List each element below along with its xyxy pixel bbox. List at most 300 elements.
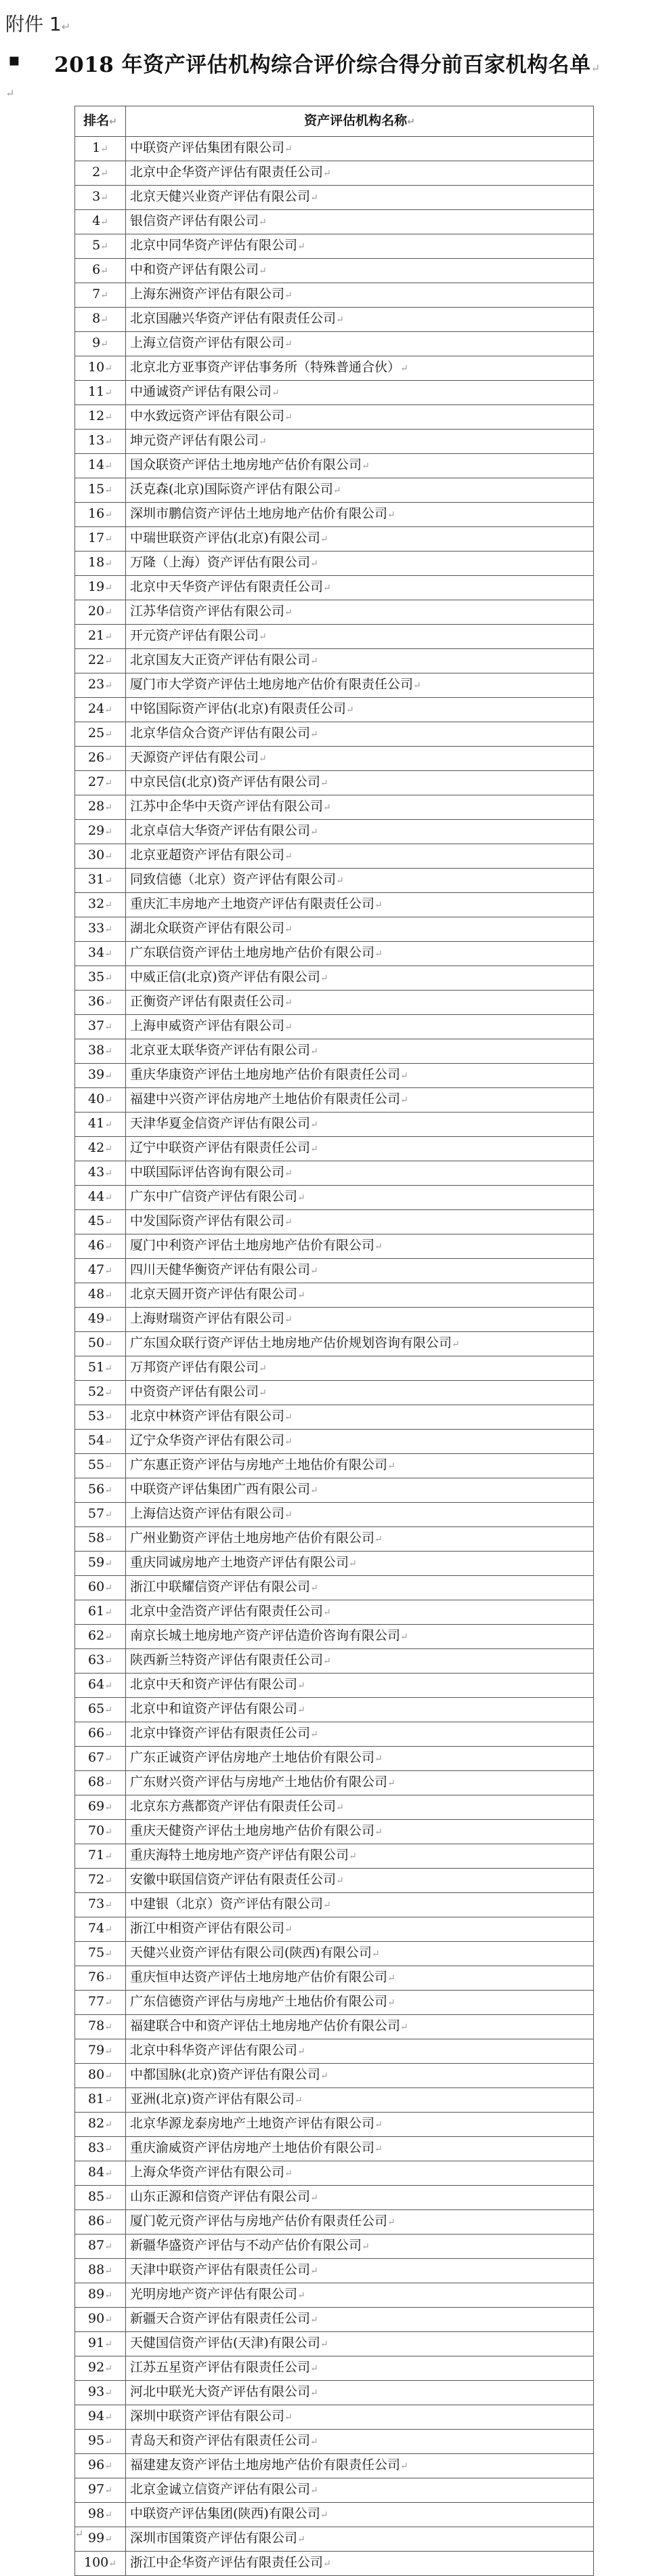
paragraph-mark: ↵ (259, 631, 267, 642)
table-row (75, 1527, 594, 1552)
paragraph-mark: ↵ (104, 778, 112, 789)
rank-cell: 19↵ (75, 576, 126, 600)
table-row (75, 1113, 594, 1137)
paragraph-mark: ↵ (104, 851, 112, 862)
table-row (75, 1259, 594, 1283)
paragraph-mark: ↵ (100, 192, 108, 203)
rank-cell: 7↵ (75, 283, 126, 308)
table-row (75, 1308, 594, 1332)
paragraph-mark: ↵ (320, 2339, 328, 2350)
paragraph-mark: ↵ (387, 1461, 395, 1472)
rank-cell: 12↵ (75, 405, 126, 430)
paragraph-mark: ↵ (108, 2558, 116, 2569)
rank-cell: 87↵ (75, 2235, 126, 2259)
paragraph-mark: ↵ (104, 2461, 112, 2472)
rank-cell: 20↵ (75, 600, 126, 625)
paragraph-mark: ↵ (284, 1924, 293, 1935)
table-row (75, 2356, 594, 2381)
paragraph-mark: ↵ (297, 1290, 305, 1301)
table-row (75, 1917, 594, 1942)
org-name-cell: 广东国众联行资产评估土地房地产估价规划咨询有限公司↵ (126, 1332, 594, 1356)
table-row (75, 991, 594, 1015)
paragraph-mark: ↵ (284, 1022, 293, 1033)
paragraph-mark: ↵ (272, 388, 280, 398)
rank-cell: 53↵ (75, 1405, 126, 1430)
paragraph-mark: ↵ (100, 266, 108, 276)
org-name-cell: 天津中联资产评估有限责任公司↵ (126, 2259, 594, 2283)
paragraph-mark: ↵ (284, 851, 293, 862)
paragraph-mark: ↵ (104, 1851, 112, 1862)
table-row (75, 1454, 594, 1478)
org-name-cell: 中发国际资产评估有限公司↵ (126, 1210, 594, 1234)
paragraph-mark: ↵ (104, 631, 112, 642)
table-row (75, 503, 594, 527)
rank-cell: 99↵ (75, 2527, 126, 2552)
org-name-cell: 中通诚资产评估有限公司↵ (126, 381, 594, 405)
paragraph-mark: ↵ (100, 241, 108, 252)
paragraph-mark: ↵ (104, 363, 112, 374)
paragraph-mark: ↵ (100, 339, 108, 350)
paragraph-mark: ↵ (284, 1510, 293, 1520)
paragraph-mark: ↵ (259, 217, 267, 228)
paragraph-mark: ↵ (104, 705, 112, 715)
header-rank: 排名↵ (75, 106, 126, 137)
rank-cell: 49↵ (75, 1308, 126, 1332)
org-name-cell: 沃克森(北京)国际资产评估有限公司↵ (126, 478, 594, 503)
paragraph-mark: ↵ (104, 949, 112, 959)
paragraph-mark: ↵ (400, 363, 408, 374)
table-row (75, 1283, 594, 1308)
rank-cell: 38↵ (75, 1039, 126, 1064)
paragraph-mark: ↵ (104, 1119, 112, 1130)
paragraph-mark: ↵ (104, 1680, 112, 1691)
table-row (75, 283, 594, 308)
paragraph-mark: ↵ (100, 217, 108, 228)
rank-cell: 18↵ (75, 552, 126, 576)
table-row (75, 893, 594, 917)
rank-cell: 27↵ (75, 771, 126, 795)
paragraph-mark: ↵ (104, 1656, 112, 1667)
rank-cell: 66↵ (75, 1722, 126, 1747)
paragraph-mark: ↵ (297, 2290, 305, 2301)
paragraph-mark: ↵ (104, 1973, 112, 1984)
paragraph-mark: ↵ (104, 2534, 112, 2545)
rank-cell: 5↵ (75, 234, 126, 259)
org-name-cell: 重庆华康资产评估土地房地产估价有限责任公司↵ (126, 1064, 594, 1088)
org-name-cell: 北京卓信大华资产评估有限公司↵ (126, 820, 594, 844)
table-row (75, 917, 594, 942)
title-row (5, 47, 662, 80)
paragraph-mark: ↵ (284, 144, 293, 154)
paragraph-mark: ↵ (400, 1632, 408, 1642)
org-name-cell: 江苏中企华中天资产评估有限公司↵ (126, 795, 594, 820)
rank-cell: 43↵ (75, 1161, 126, 1186)
paragraph-mark: ↵ (104, 534, 112, 545)
rank-cell: 80↵ (75, 2064, 126, 2088)
table-row (75, 2210, 594, 2235)
paragraph-mark: ↵ (320, 973, 328, 984)
table-row (75, 1600, 594, 1625)
org-name-cell: 北京中企华资产评估有限责任公司↵ (126, 161, 594, 186)
table-row (75, 552, 594, 576)
org-name-cell: 浙江中企华资产评估有限责任公司↵ (126, 2552, 594, 2576)
org-name-cell: 中联资产评估集团有限公司↵ (126, 137, 594, 161)
paragraph-mark: ↵ (104, 2046, 112, 2057)
paragraph-mark: ↵ (297, 2534, 305, 2545)
org-name-cell: 北京中天和资产评估有限公司↵ (126, 1674, 594, 1698)
rank-cell: 58↵ (75, 1527, 126, 1552)
org-name-cell: 江苏华信资产评估有限公司↵ (126, 600, 594, 625)
table-row (75, 2113, 594, 2137)
paragraph-mark: ↵ (284, 1412, 293, 1423)
org-name-cell: 浙江中联耀信资产评估有限公司↵ (126, 1576, 594, 1600)
rank-cell: 3↵ (75, 186, 126, 210)
paragraph-mark: ↵ (310, 2193, 318, 2203)
table-row (75, 1722, 594, 1747)
rank-cell: 100↵ (75, 2552, 126, 2576)
paragraph-mark: ↵ (310, 827, 318, 837)
paragraph-mark: ↵ (104, 997, 112, 1008)
rank-cell: 73↵ (75, 1893, 126, 1917)
rank-cell: 44↵ (75, 1186, 126, 1210)
org-name-cell: 国众联资产评估土地房地产估价有限公司↵ (126, 454, 594, 478)
org-name-cell: 上海众华资产评估有限公司↵ (126, 2161, 594, 2186)
paragraph-mark: ↵ (297, 1680, 305, 1691)
rank-cell: 41↵ (75, 1113, 126, 1137)
paragraph-mark: ↵ (104, 1485, 112, 1496)
rank-cell: 57↵ (75, 1503, 126, 1527)
paragraph-mark: ↵ (104, 1900, 112, 1911)
rank-cell: 42↵ (75, 1137, 126, 1161)
org-name-cell: 北京华信众合资产评估有限公司↵ (126, 722, 594, 747)
rank-cell: 2↵ (75, 161, 126, 186)
paragraph-mark: ↵ (310, 2314, 318, 2325)
paragraph-mark: ↵ (100, 144, 108, 154)
paragraph-mark: ↵ (371, 1949, 380, 1959)
rank-cell: 30↵ (75, 844, 126, 869)
paragraph-mark: ↵ (104, 1266, 112, 1276)
table-row (75, 1795, 594, 1820)
org-name-cell: 安徽中联国信资产评估有限责任公司↵ (126, 1869, 594, 1893)
paragraph-mark: ↵ (104, 1729, 112, 1740)
rank-cell: 71↵ (75, 1844, 126, 1869)
paragraph-mark: ↵ (374, 1241, 383, 1252)
table-row (75, 2478, 594, 2503)
paragraph-mark: ↵ (104, 2095, 112, 2106)
rank-cell: 21↵ (75, 625, 126, 649)
paragraph-mark: ↵ (104, 2241, 112, 2252)
paragraph-mark: ↵ (104, 729, 112, 740)
org-name-cell: 深圳中联资产评估有限公司↵ (126, 2405, 594, 2430)
rank-cell: 4↵ (75, 210, 126, 234)
paragraph-mark: ↵ (310, 2363, 318, 2374)
org-name-cell: 厦门中利资产评估土地房地产估价有限公司↵ (126, 1234, 594, 1259)
rank-cell: 51↵ (75, 1356, 126, 1381)
rank-cell: 52↵ (75, 1381, 126, 1405)
rank-cell: 33↵ (75, 917, 126, 942)
table-row (75, 381, 594, 405)
table-row (75, 405, 594, 430)
paragraph-mark: ↵ (104, 1875, 112, 1886)
org-name-cell: 中铭国际资产评估(北京)有限责任公司↵ (126, 698, 594, 722)
org-name-cell: 四川天健华衡资产评估有限公司↵ (126, 1259, 594, 1283)
paragraph-mark: ↵ (387, 1778, 395, 1789)
rank-cell: 68↵ (75, 1771, 126, 1795)
rank-cell: 79↵ (75, 2039, 126, 2064)
rank-cell: 47↵ (75, 1259, 126, 1283)
paragraph-mark: ↵ (310, 1046, 318, 1057)
table-row (75, 2161, 594, 2186)
rank-cell: 94↵ (75, 2405, 126, 2430)
table-row (75, 527, 594, 552)
paragraph-mark: ↵ (374, 2144, 383, 2155)
rank-cell: 31↵ (75, 869, 126, 893)
org-name-cell: 中资资产评估有限公司↵ (126, 1381, 594, 1405)
rank-cell: 93↵ (75, 2381, 126, 2405)
org-name-cell: 浙江中相资产评估有限公司↵ (126, 1917, 594, 1942)
paragraph-mark: ↵ (259, 1363, 267, 1374)
paragraph-mark: ↵ (104, 2266, 112, 2277)
paragraph-mark: ↵ (323, 802, 331, 813)
paragraph-mark: ↵ (104, 1363, 112, 1374)
rank-cell: 14↵ (75, 454, 126, 478)
table-row (75, 2430, 594, 2454)
paragraph-mark: ↵ (413, 680, 421, 691)
rank-cell: 10↵ (75, 356, 126, 381)
org-name-cell: 亚洲(北京)资产评估有限公司↵ (126, 2088, 594, 2113)
table-row (75, 576, 594, 600)
table-row (75, 1234, 594, 1259)
table-row (75, 1747, 594, 1771)
paragraph-mark: ↵ (284, 607, 293, 618)
rank-cell: 91↵ (75, 2332, 126, 2356)
paragraph-mark: ↵ (104, 827, 112, 837)
table-row (75, 1332, 594, 1356)
rank-cell: 89↵ (75, 2283, 126, 2308)
table-row (75, 137, 594, 161)
table-row (75, 673, 594, 698)
table-row (75, 1771, 594, 1795)
paragraph-mark: ↵ (104, 2193, 112, 2203)
table-row (75, 844, 594, 869)
paragraph-mark: ↵ (400, 1071, 408, 1081)
table-row (75, 356, 594, 381)
paragraph-mark: ↵ (284, 1168, 293, 1179)
paragraph-mark: ↵ (310, 1729, 318, 1740)
table-row (75, 2332, 594, 2356)
paragraph-mark: ↵ (320, 2510, 328, 2520)
paragraph-mark: ↵ (259, 436, 267, 447)
paragraph-mark: ↵ (104, 1241, 112, 1252)
table-row (75, 698, 594, 722)
paragraph-mark: ↵ (104, 1558, 112, 1569)
table-row (75, 2527, 594, 2552)
rank-cell: 11↵ (75, 381, 126, 405)
org-name-cell: 北京金诚立信资产评估有限公司↵ (126, 2478, 594, 2503)
rank-cell: 46↵ (75, 1234, 126, 1259)
rank-cell: 63↵ (75, 1649, 126, 1674)
table-row (75, 820, 594, 844)
rank-cell: 24↵ (75, 698, 126, 722)
table-row (75, 2137, 594, 2161)
table-row (75, 1698, 594, 1722)
org-name-cell: 南京长城土地房地产资产评估造价咨询有限公司↵ (126, 1625, 594, 1649)
org-name-cell: 厦门市大学资产评估土地房地产估价有限责任公司↵ (126, 673, 594, 698)
table-row (75, 942, 594, 966)
org-name-cell: 广州业勤资产评估土地房地产估价有限公司↵ (126, 1527, 594, 1552)
paragraph-mark: ↵ (310, 2485, 318, 2496)
org-name-cell: 重庆恒申达资产评估土地房地产估价有限公司↵ (126, 1966, 594, 1991)
org-name-cell: 天健兴业资产评估有限公司(陕西)有限公司↵ (126, 1942, 594, 1966)
paragraph-mark: ↵ (374, 2119, 383, 2130)
org-name-cell: 厦门乾元资产评估与房地产估价有限责任公司↵ (126, 2210, 594, 2235)
rank-cell: 34↵ (75, 942, 126, 966)
rank-cell: 48↵ (75, 1283, 126, 1308)
table-row (75, 478, 594, 503)
paragraph-mark: ↵ (297, 1192, 305, 1203)
paragraph-mark: ↵ (104, 2022, 112, 2033)
paragraph-mark: ↵ (104, 436, 112, 447)
org-name-cell: 广东联信资产评估土地房地产估价有限公司↵ (126, 942, 594, 966)
paragraph-mark: ↵ (590, 62, 601, 75)
paragraph-mark: ↵ (284, 1436, 293, 1447)
paragraph-mark: ↵ (323, 1607, 331, 1618)
table-row (75, 1820, 594, 1844)
paragraph-mark: ↵ (284, 2168, 293, 2179)
paragraph-mark: ↵ (294, 2095, 303, 2106)
org-name-cell: 广东正诚资产评估房地产土地估价有限公司↵ (126, 1747, 594, 1771)
paragraph-mark: ↵ (104, 1827, 112, 1837)
org-name-cell: 万隆（上海）资产评估有限公司↵ (126, 552, 594, 576)
rank-cell: 13↵ (75, 430, 126, 454)
org-name-cell: 福建建友资产评估土地房地产估价有限责任公司↵ (126, 2454, 594, 2478)
paragraph-mark: ↵ (104, 1997, 112, 2008)
paragraph-mark: ↵ (104, 753, 112, 764)
table-row (75, 1576, 594, 1600)
rank-cell: 84↵ (75, 2161, 126, 2186)
paragraph-mark: ↵ (104, 1388, 112, 1398)
paragraph-mark: ↵ (104, 2168, 112, 2179)
paragraph-mark: ↵ (349, 1851, 357, 1862)
org-name-cell: 北京亚太联华资产评估有限公司↵ (126, 1039, 594, 1064)
rank-cell: 55↵ (75, 1454, 126, 1478)
org-name-cell: 银信资产评估有限公司↵ (126, 210, 594, 234)
table-row (75, 1552, 594, 1576)
org-name-cell: 上海财瑞资产评估有限公司↵ (126, 1308, 594, 1332)
org-name-cell: 重庆海特土地房地产资产评估有限公司↵ (126, 1844, 594, 1869)
paragraph-mark: ↵ (310, 2266, 318, 2277)
org-name-cell: 北京天健兴业资产评估有限公司↵ (126, 186, 594, 210)
table-row (75, 1991, 594, 2015)
paragraph-mark: ↵ (336, 1802, 344, 1813)
org-name-cell: 广东中广信资产评估有限公司↵ (126, 1186, 594, 1210)
rank-cell: 74↵ (75, 1917, 126, 1942)
paragraph-mark: ↵ (104, 1046, 112, 1057)
paragraph-mark: ↵ (320, 2071, 328, 2081)
org-name-cell: 新疆天合资产评估有限责任公司↵ (126, 2308, 594, 2332)
paragraph-mark: ↵ (284, 339, 293, 350)
paragraph-mark: ↵ (310, 1583, 318, 1594)
paragraph-mark: ↵ (345, 705, 354, 715)
rank-cell: 85↵ (75, 2186, 126, 2210)
rank-cell: 32↵ (75, 893, 126, 917)
org-name-cell: 中联资产评估集团广西有限公司↵ (126, 1478, 594, 1503)
table-row (75, 454, 594, 478)
table-row (75, 1161, 594, 1186)
rank-cell: 70↵ (75, 1820, 126, 1844)
table-row (75, 2064, 594, 2088)
table-row (75, 1381, 594, 1405)
org-name-cell: 中都国脉(北京)资产评估有限公司↵ (126, 2064, 594, 2088)
paragraph-mark: ↵ (104, 607, 112, 618)
table-row (75, 1039, 594, 1064)
rank-cell: 35↵ (75, 966, 126, 991)
org-name-cell: 北京中锋资产评估有限责任公司↵ (126, 1722, 594, 1747)
paragraph-mark: ↵ (104, 1022, 112, 1033)
org-name-cell: 上海申威资产评估有限公司↵ (126, 1015, 594, 1039)
org-name-cell: 北京国友大正资产评估有限公司↵ (126, 649, 594, 673)
org-name-cell: 北京亚超资产评估有限公司↵ (126, 844, 594, 869)
table-row (75, 2381, 594, 2405)
table-row (75, 2283, 594, 2308)
paragraph-mark: ↵ (297, 1705, 305, 1716)
org-name-cell: 深圳市国策资产评估有限公司↵ (126, 2527, 594, 2552)
rank-cell: 26↵ (75, 747, 126, 771)
rank-cell: 22↵ (75, 649, 126, 673)
rank-cell: 95↵ (75, 2430, 126, 2454)
paragraph-mark: ↵ (284, 924, 293, 935)
table-row (75, 2039, 594, 2064)
paragraph-mark: ↵ (104, 2510, 112, 2520)
paragraph-mark: ↵ (320, 778, 328, 789)
table-header-row (75, 106, 594, 137)
paragraph-mark: ↵ (104, 1949, 112, 1959)
rank-cell: 50↵ (75, 1332, 126, 1356)
rank-cell: 67↵ (75, 1747, 126, 1771)
table-row (75, 2015, 594, 2039)
rank-cell: 61↵ (75, 1600, 126, 1625)
org-name-cell: 坤元资产评估有限公司↵ (126, 430, 594, 454)
rank-cell: 78↵ (75, 2015, 126, 2039)
org-name-cell: 北京东方燕都资产评估有限责任公司↵ (126, 1795, 594, 1820)
paragraph-mark: ↵ (284, 290, 293, 301)
table-row (75, 2186, 594, 2210)
rank-cell: 39↵ (75, 1064, 126, 1088)
paragraph-mark: ↵ (104, 1412, 112, 1423)
org-name-cell: 正衡资产评估有限责任公司↵ (126, 991, 594, 1015)
paragraph-mark: ↵ (104, 1071, 112, 1081)
paragraph-mark: ↵ (104, 1583, 112, 1594)
paragraph-mark: ↵ (323, 583, 331, 594)
table-row (75, 1625, 594, 1649)
ranking-table (74, 106, 594, 2576)
rank-cell: 88↵ (75, 2259, 126, 2283)
paragraph-mark: ↵ (104, 2339, 112, 2350)
table-row (75, 2454, 594, 2478)
paragraph-mark: ↵ (104, 1168, 112, 1179)
table-row (75, 795, 594, 820)
org-name-cell: 中和资产评估有限公司↵ (126, 259, 594, 283)
table-row (75, 2235, 594, 2259)
table-row (75, 625, 594, 649)
table-row (75, 1137, 594, 1161)
paragraph-mark: ↵ (104, 680, 112, 691)
org-name-cell: 重庆天健资产评估土地房地产估价有限公司↵ (126, 1820, 594, 1844)
paragraph-mark: ↵ (104, 2217, 112, 2228)
org-name-cell: 光明房地产资产评估有限公司↵ (126, 2283, 594, 2308)
rank-cell: 45↵ (75, 1210, 126, 1234)
paragraph-mark: ↵ (362, 2241, 370, 2252)
